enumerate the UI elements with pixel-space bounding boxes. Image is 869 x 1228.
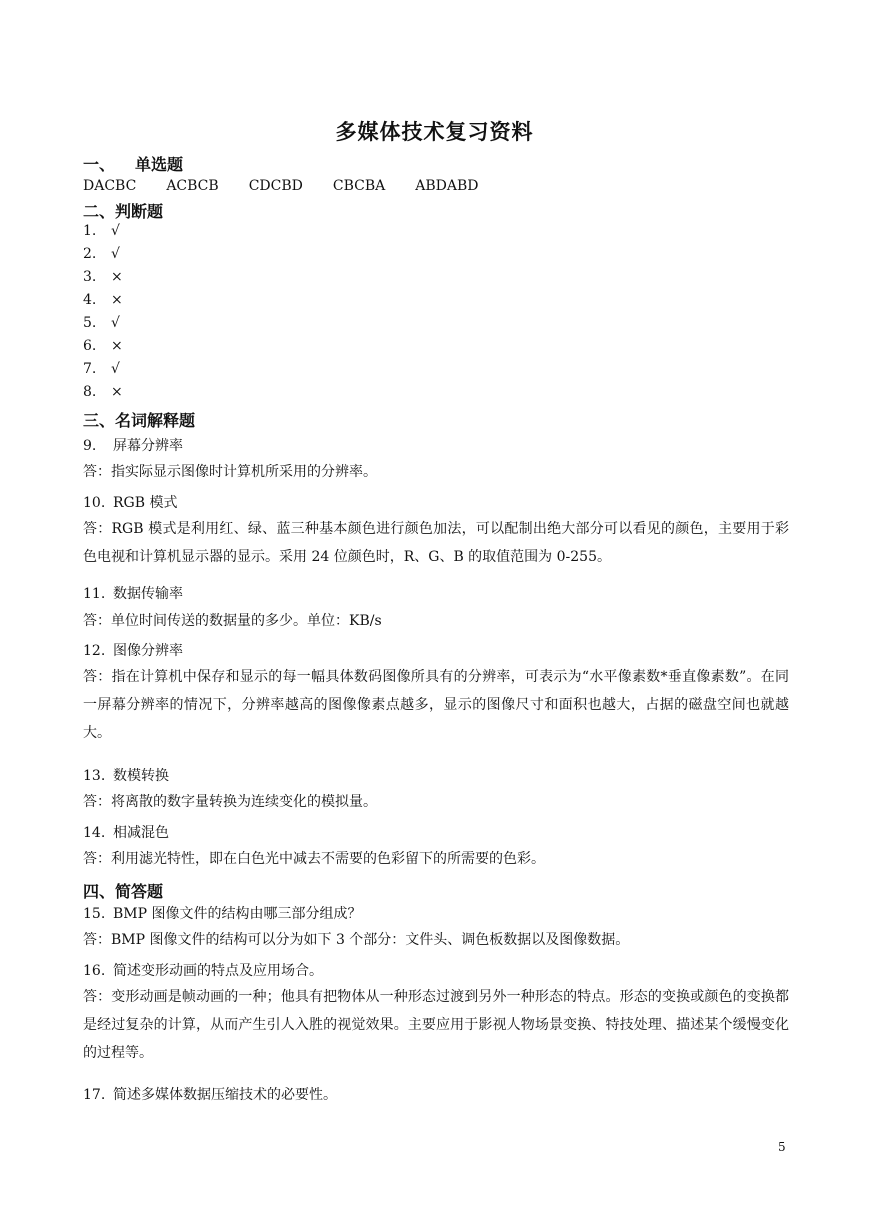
section1-number: 一、 (83, 155, 116, 174)
term-answer: 答：RGB 模式是利用红、绿、蓝三种基本颜色进行颜色加法，可以配制出绝大部分可以看见的颜色，主要用于彩色电视和计算机显示器的显示。采用 24 位颜色时，R、G、B 的取值范围为 0-255。 (83, 521, 789, 565)
judge-item: 3. × (83, 269, 123, 285)
section1-label: 单选题 (135, 155, 184, 174)
question-answer: 答：BMP 图像文件的结构可以分为如下 3 个部分：文件头、调色板数据以及图像数据。 (83, 932, 630, 948)
answer-group: ABDABD (415, 178, 479, 194)
term-item: 12. 图像分辨率 (83, 643, 183, 659)
question-item: 16. 简述变形动画的特点及应用场合。 (83, 963, 323, 979)
term-item: 10. RGB 模式 (83, 495, 178, 511)
question-item: 15. BMP 图像文件的结构由哪三部分组成？ (83, 906, 362, 922)
term-answer: 答：利用滤光特性，即在白色光中减去不需要的色彩留下的所需要的色彩。 (83, 851, 545, 867)
section2-heading: 二、判断题 (83, 202, 164, 221)
section3-heading: 三、名词解释题 (83, 411, 196, 430)
page-number: 5 (778, 1140, 786, 1154)
judge-item: 6. × (83, 338, 123, 354)
question-answer: 答：变形动画是帧动画的一种；他具有把物体从一种形态过渡到另外一种形态的特点。形态的变换或颜色的变换都是经过复杂的计算，从而产生引人入胜的视觉效果。主要应用于影视人物场景变换、特技处理、描述某个缓慢变化的过程等。 (83, 989, 789, 1061)
single-choice-answers (83, 177, 508, 195)
term-item: 13. 数模转换 (83, 768, 169, 784)
term-answer: 答：单位时间传送的数据量的多少。单位：KB/s (83, 613, 382, 629)
term-answer: 答：指实际显示图像时计算机所采用的分辨率。 (83, 464, 377, 480)
answer-group: ACBCB (166, 178, 219, 194)
answer-group: DACBC (83, 178, 137, 194)
judge-item: 5. √ (83, 315, 120, 331)
answer-group: CDCBD (248, 178, 303, 194)
section4-heading: 四、简答题 (83, 882, 164, 901)
term-item: 11. 数据传输率 (83, 586, 183, 602)
term-item: 9. 屏幕分辨率 (83, 438, 183, 454)
document-title: 多媒体技术复习资料 (335, 119, 534, 144)
judge-item: 4. × (83, 292, 123, 308)
answer-group: CBCBA (332, 178, 386, 194)
judge-item: 2. √ (83, 246, 120, 262)
judge-item: 1. √ (83, 223, 120, 239)
term-item: 14. 相减混色 (83, 825, 169, 841)
question-item: 17. 简述多媒体数据压缩技术的必要性。 (83, 1087, 337, 1103)
judge-item: 7. √ (83, 361, 120, 377)
judge-item: 8. × (83, 384, 123, 400)
section1-heading (83, 152, 183, 175)
term-answer: 答：指在计算机中保存和显示的每一幅具体数码图像所具有的分辨率，可表示为“水平像素数*垂直像素数”。在同一屏幕分辨率的情况下，分辨率越高的图像像素点越多，显示的图像尺寸和面积也越大，占据的磁盘空间也就越大。 (83, 669, 789, 741)
term-answer: 答：将离散的数字量转换为连续变化的模拟量。 (83, 794, 377, 810)
